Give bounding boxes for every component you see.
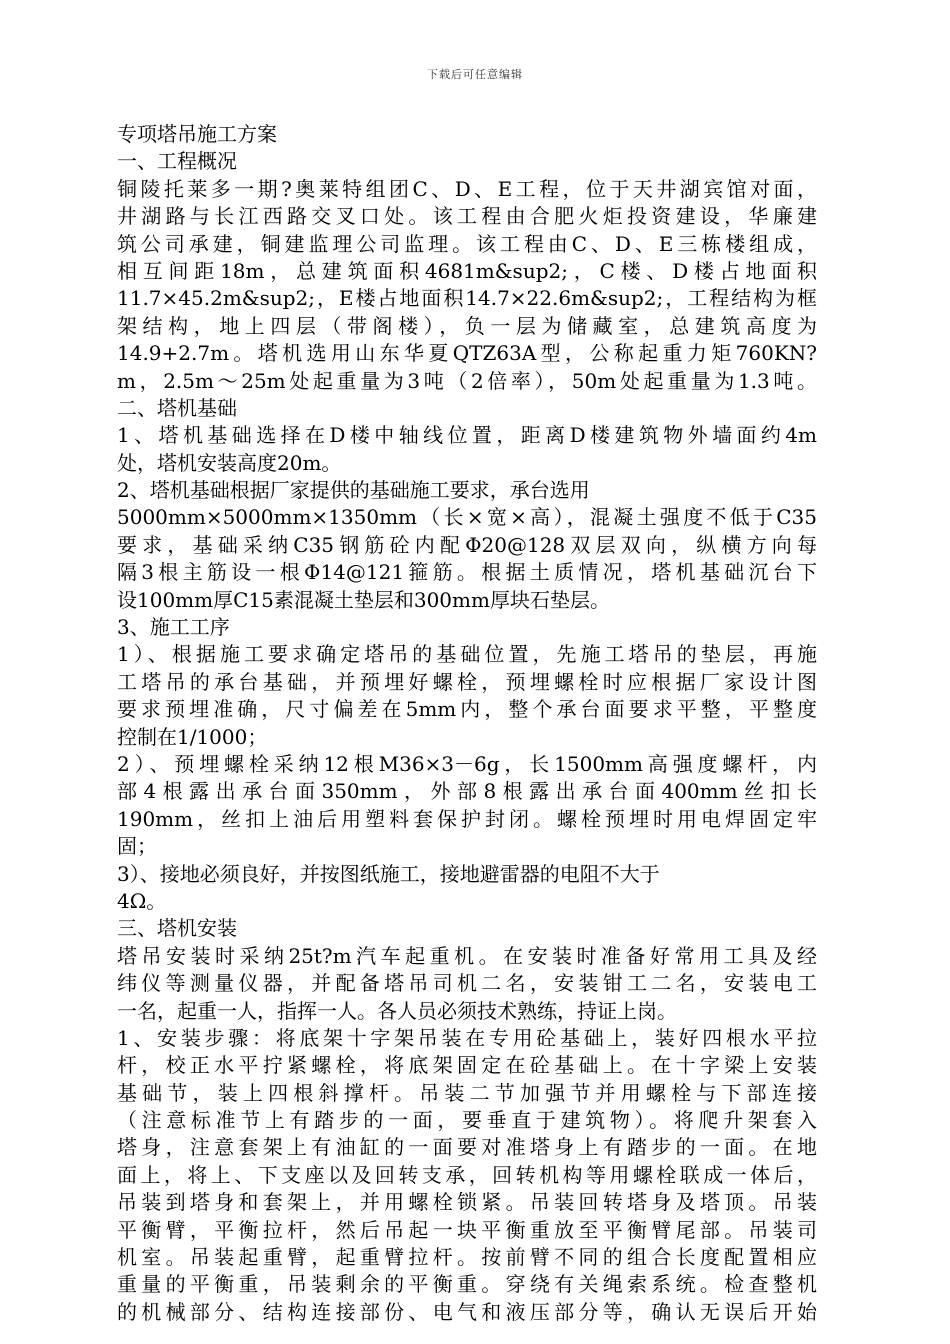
text-line: 4Ω。 bbox=[117, 888, 167, 913]
text-line: 3、施工工序 bbox=[117, 615, 230, 640]
text-line: 控制在1/1000； bbox=[117, 724, 268, 749]
text-line: 1）、根据施工要求确定塔吊的基础位置，先施工塔吊的垫层，再施 bbox=[117, 642, 817, 667]
text-line: 塔身，注意套架上有油缸的一面要对准塔身上有踏步的一面。在地 bbox=[117, 1135, 817, 1160]
text-line: 5000mm×5000mm×1350mm（长×宽×高），混凝土强度不低于C35 bbox=[117, 505, 817, 530]
text-line: 架结构，地上四层（带阁楼），负一层为储藏室，总建筑高度为 bbox=[117, 313, 817, 338]
text-line: 1、塔机基础选择在D楼中轴线位置，距离D楼建筑物外墙面约4m bbox=[117, 423, 817, 448]
text-line: 要求，基础采纳C35钢筋砼内配Φ20@128双层双向，纵横方向每 bbox=[117, 532, 817, 557]
text-line: 3）、接地必须良好，并按图纸施工，接地避雷器的电阻不大于 bbox=[117, 861, 660, 886]
text-line: 11.7×45.2m&sup2;，E楼占地面积14.7×22.6m&sup2;，工程结构为框 bbox=[117, 286, 817, 311]
text-line: 一名，起重一人，指挥一人。各人员必须技术熟练，持证上岗。 bbox=[117, 998, 677, 1023]
page-header-note: 下载后可任意编辑 bbox=[427, 68, 523, 81]
text-line: 铜陵托莱多一期?奥莱特组团C、D、E工程，位于天井湖宾馆对面， bbox=[117, 176, 817, 201]
text-line: 三、塔机安装 bbox=[117, 916, 237, 941]
text-line: 重量的平衡重，吊装剩余的平衡重。穿绕有关绳索系统。检查整机 bbox=[117, 1272, 817, 1297]
text-line: 设100mm厚C15素混凝土垫层和300mm厚块石垫层。 bbox=[117, 587, 610, 612]
text-line: （注意标准节上有踏步的一面，要垂直于建筑物）。将爬升架套入 bbox=[117, 1108, 817, 1133]
text-line: 190mm，丝扣上油后用塑料套保护封闭。螺栓预埋时用电焊固定牢 bbox=[117, 806, 817, 831]
text-line: 塔吊安装时采纳25t?m汽车起重机。在安装时准备好常用工具及经 bbox=[117, 943, 817, 968]
text-line: 2）、预埋螺栓采纳12根M36×3－6g，长1500mm高强度螺杆，内 bbox=[117, 751, 817, 776]
text-line: 要求预埋准确，尺寸偏差在5mm内，整个承台面要求平整，平整度 bbox=[117, 697, 817, 722]
text-line: 井湖路与长江西路交叉口处。该工程由合肥火炬投资建设，华廉建 bbox=[117, 204, 817, 229]
text-line: 筑公司承建，铜建监理公司监理。该工程由C、D、E三栋楼组成， bbox=[117, 231, 817, 256]
text-line: 一、工程概况 bbox=[117, 149, 237, 174]
text-line: 机室。吊装起重臂，起重臂拉杆。按前臂不同的组合长度配置相应 bbox=[117, 1245, 817, 1270]
text-line: 的机械部分、结构连接部份、电气和液压部分等，确认无误后开始 bbox=[117, 1299, 817, 1324]
text-line: m，2.5m～25m处起重量为3吨（2倍率），50m处起重量为1.3吨。 bbox=[117, 368, 817, 393]
text-line: 部4根露出承台面350mm，外部8根露出承台面400mm丝扣长 bbox=[117, 779, 817, 804]
text-line: 处，塔机安装高度20m。 bbox=[117, 450, 342, 475]
document-body bbox=[117, 121, 817, 1326]
text-line: 14.9+2.7m。塔机选用山东华夏QTZ63A型，公称起重力矩760KN? bbox=[117, 341, 817, 366]
text-line: 2、塔机基础根据厂家提供的基础施工要求，承台选用 bbox=[117, 478, 590, 503]
text-line: 相互间距18m，总建筑面积4681m&sup2;，C楼、D楼占地面积 bbox=[117, 258, 817, 283]
text-line: 面上，将上、下支座以及回转支承，回转机构等用螺栓联成一体后， bbox=[117, 1162, 817, 1187]
text-line: 专项塔吊施工方案 bbox=[117, 122, 277, 146]
text-line: 工塔吊的承台基础，并预埋好螺栓，预埋螺栓时应根据厂家设计图 bbox=[117, 669, 817, 694]
text-line: 隔3根主筋设一根Φ14@121箍筋。根据土质情况，塔机基础沉台下 bbox=[117, 560, 817, 585]
text-line: 二、塔机基础 bbox=[117, 395, 237, 420]
text-line: 杆，校正水平拧紧螺栓，将底架固定在砼基础上。在十字梁上安装 bbox=[117, 1053, 817, 1078]
text-line: 基础节，装上四根斜撑杆。吊装二节加强节并用螺栓与下部连接 bbox=[117, 1080, 817, 1105]
text-line: 1、安装步骤：将底架十字架吊装在专用砼基础上，装好四根水平拉 bbox=[117, 1025, 817, 1050]
text-line: 吊装到塔身和套架上，并用螺栓锁紧。吊装回转塔身及塔顶。吊装 bbox=[117, 1190, 817, 1215]
text-line: 固； bbox=[117, 834, 157, 859]
text-line: 平衡臂，平衡拉杆，然后吊起一块平衡重放至平衡臂尾部。吊装司 bbox=[117, 1217, 817, 1242]
text-line: 纬仪等测量仪器，并配备塔吊司机二名，安装钳工二名，安装电工 bbox=[117, 971, 817, 996]
